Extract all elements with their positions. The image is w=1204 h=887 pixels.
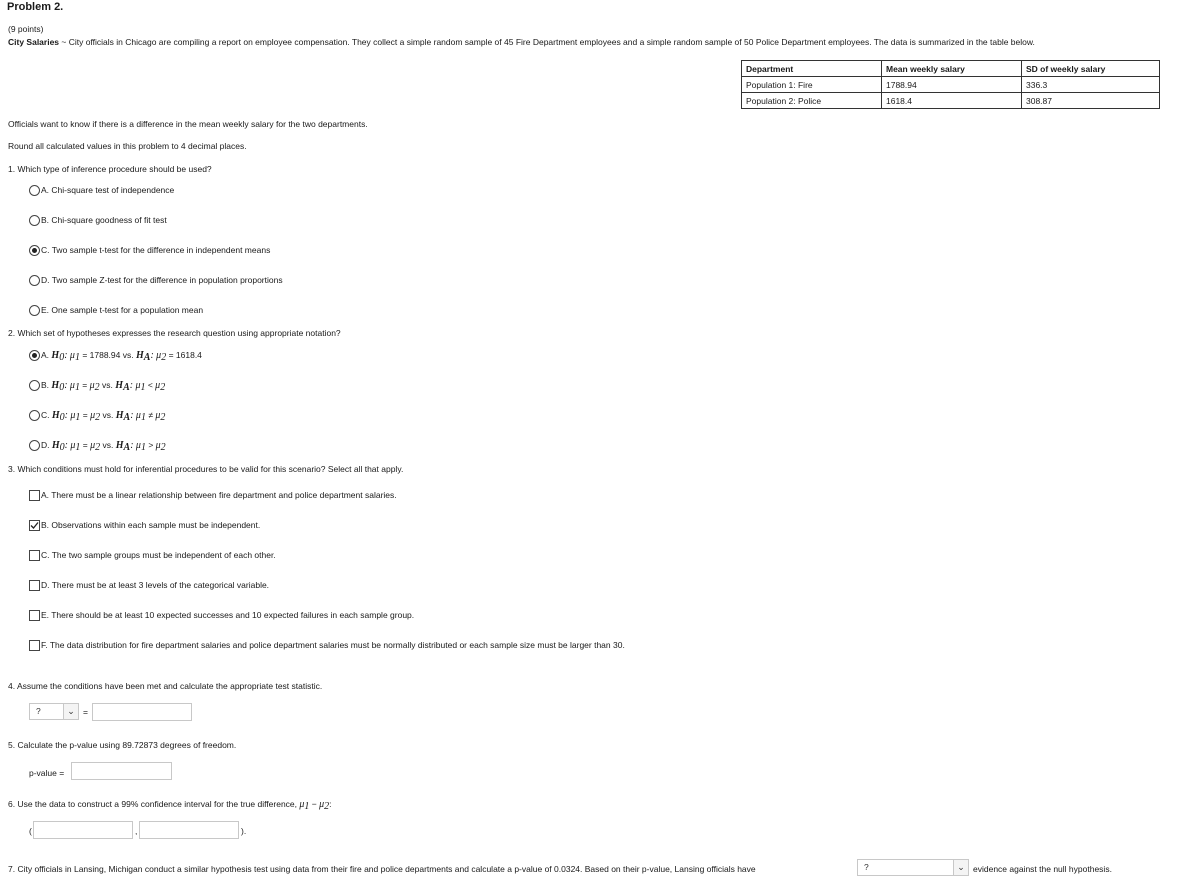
- option-letter: A.: [41, 350, 50, 360]
- test-statistic-input[interactable]: [92, 703, 192, 721]
- points-label: (9 points): [8, 24, 44, 34]
- q3-option-e[interactable]: [29, 610, 414, 621]
- checkbox[interactable]: [29, 640, 40, 651]
- q2-option-c[interactable]: C. $H_0$: $\mu_1 = \mu_2$ vs. $H_A$: $\mu_1 \ne \mu_2$: [29, 410, 165, 423]
- interval-comma: ,: [135, 826, 138, 836]
- ha-value: = 1618.4: [168, 350, 202, 360]
- option-label: F. The data distribution for fire department salaries and police department salaries must be normally distributed or each sample size must be larger than 30.: [41, 640, 625, 650]
- evidence-strength-select[interactable]: [857, 859, 969, 876]
- q3-option-a[interactable]: [29, 490, 397, 501]
- vs-text: vs.: [102, 410, 114, 420]
- option-label: C. The two sample groups must be independent of each other.: [41, 550, 276, 560]
- table-cell: Population 2: Police: [742, 93, 882, 109]
- q1-option-e[interactable]: [29, 305, 203, 316]
- question-7-suffix: evidence against the null hypothesis.: [973, 864, 1112, 874]
- rounding-note: Round all calculated values in this problem to 4 decimal places.: [8, 141, 247, 151]
- radio-button[interactable]: [29, 275, 40, 286]
- table-header: Mean weekly salary: [882, 61, 1022, 77]
- table-cell: 1618.4: [882, 93, 1022, 109]
- checkbox-checked[interactable]: [29, 520, 40, 531]
- option-label: B. Observations within each sample must be independent.: [41, 520, 261, 530]
- option-label: C. Two sample t-test for the difference in independent means: [41, 245, 271, 255]
- radio-button[interactable]: [29, 440, 40, 451]
- ci-upper-input[interactable]: [139, 821, 239, 839]
- select-value: ?: [864, 862, 869, 872]
- q2-option-d[interactable]: D. $H_0$: $\mu_1 = \mu_2$ vs. $H_A$: $\mu_1 > \mu_2$: [29, 440, 166, 453]
- vs-text: vs.: [122, 350, 134, 360]
- summary-table: [741, 60, 1160, 109]
- checkbox[interactable]: [29, 490, 40, 501]
- checkbox[interactable]: [29, 550, 40, 561]
- p-value-input[interactable]: [71, 762, 172, 780]
- question-7-text: 7. City officials in Lansing, Michigan conduct a similar hypothesis test using data from their fire and police departments and calculate a p-value of 0.0324. Based on their p-value, Lansing officials have: [8, 864, 756, 874]
- option-label: E. There should be at least 10 expected successes and 10 expected failures in each sample group.: [41, 610, 415, 620]
- radio-button[interactable]: [29, 380, 40, 391]
- option-letter: D.: [41, 440, 50, 450]
- interval-close-paren: ).: [241, 826, 247, 836]
- statistic-type-select[interactable]: [29, 703, 79, 720]
- chevron-down-icon[interactable]: ⌄: [63, 704, 78, 719]
- question-5-text: 5. Calculate the p-value using 89.72873 degrees of freedom.: [8, 740, 237, 750]
- q2-option-a[interactable]: A. $H_0$: $\mu_1 = 1788.94$ vs. $H_A$: $\mu_2 = 1618.4$: [29, 350, 202, 363]
- equals-sign: =: [83, 707, 88, 717]
- interval-open-paren: (: [29, 826, 32, 836]
- table-row: [742, 77, 1160, 93]
- checkbox[interactable]: [29, 580, 40, 591]
- question-6-label: 6. Use the data to construct a 99% confidence interval for the true difference,: [8, 799, 298, 809]
- checkbox[interactable]: [29, 610, 40, 621]
- question-4-text: 4. Assume the conditions have been met and calculate the appropriate test statistic.: [8, 681, 323, 691]
- table-cell: 308.87: [1022, 93, 1160, 109]
- problem-title: Problem 2.: [7, 1, 64, 13]
- table-cell: 336.3: [1022, 77, 1160, 93]
- q1-option-a[interactable]: [29, 185, 174, 196]
- option-label: B. Chi-square goodness of fit test: [41, 215, 167, 225]
- h0-value: = 1788.94: [82, 350, 121, 360]
- q1-option-c[interactable]: [29, 245, 270, 256]
- option-label: E. One sample t-test for a population mean: [41, 305, 204, 315]
- table-cell: Population 1: Fire: [742, 77, 882, 93]
- table-cell: 1788.94: [882, 77, 1022, 93]
- context-text: Officials want to know if there is a difference in the mean weekly salary for the two departments.: [8, 119, 368, 129]
- question-1-text: 1. Which type of inference procedure should be used?: [8, 164, 212, 174]
- option-letter: C.: [41, 410, 50, 420]
- q1-option-b[interactable]: [29, 215, 167, 226]
- question-2-text: 2. Which set of hypotheses expresses the research question using appropriate notation?: [8, 328, 341, 338]
- problem-intro: [8, 37, 1035, 47]
- intro-text: ~ City officials in Chicago are compiling a report on employee compensation. They collect a simple random sample of 45 Fire Department employees and a simple random sample of 50 Police Department employees. The data is summarized in the table below.: [59, 37, 1035, 47]
- radio-button[interactable]: [29, 215, 40, 226]
- q3-option-b[interactable]: [29, 520, 260, 531]
- select-value: ?: [36, 706, 41, 716]
- option-label: A. Chi-square test of independence: [41, 185, 175, 195]
- option-label: A. There must be a linear relationship between fire department and police department salaries.: [41, 490, 397, 500]
- option-label: D. There must be at least 3 levels of the categorical variable.: [41, 580, 270, 590]
- vs-text: vs.: [102, 380, 113, 390]
- radio-button[interactable]: [29, 305, 40, 316]
- table-row: [742, 93, 1160, 109]
- table-header: SD of weekly salary: [1022, 61, 1160, 77]
- radio-button-selected[interactable]: [29, 350, 40, 361]
- radio-button[interactable]: [29, 185, 40, 196]
- p-value-label: p-value =: [29, 768, 65, 778]
- intro-bold: City Salaries: [8, 37, 60, 47]
- table-header-row: [742, 61, 1160, 77]
- q3-option-d[interactable]: [29, 580, 269, 591]
- question-3-text: 3. Which conditions must hold for inferential procedures to be valid for this scenario? Select all that apply.: [8, 464, 404, 474]
- q3-option-c[interactable]: [29, 550, 276, 561]
- vs-text: vs.: [102, 440, 114, 450]
- question-6-text: 6. Use the data to construct a 99% confidence interval for the true difference, $\mu_1 - \mu_2$:: [8, 799, 332, 812]
- table-header: Department: [742, 61, 882, 77]
- q3-option-f[interactable]: [29, 640, 625, 651]
- chevron-down-icon[interactable]: ⌄: [953, 860, 968, 875]
- check-icon: [30, 521, 39, 530]
- radio-button[interactable]: [29, 410, 40, 421]
- q1-option-d[interactable]: [29, 275, 283, 286]
- option-label: D. Two sample Z-test for the difference in population proportions: [41, 275, 283, 285]
- radio-button-selected[interactable]: [29, 245, 40, 256]
- option-letter: B.: [41, 380, 50, 390]
- q2-option-b[interactable]: B. $H_0$: $\mu_1 = \mu_2$ vs. $H_A$: $\mu_1 < \mu_2$: [29, 380, 165, 393]
- ci-lower-input[interactable]: [33, 821, 133, 839]
